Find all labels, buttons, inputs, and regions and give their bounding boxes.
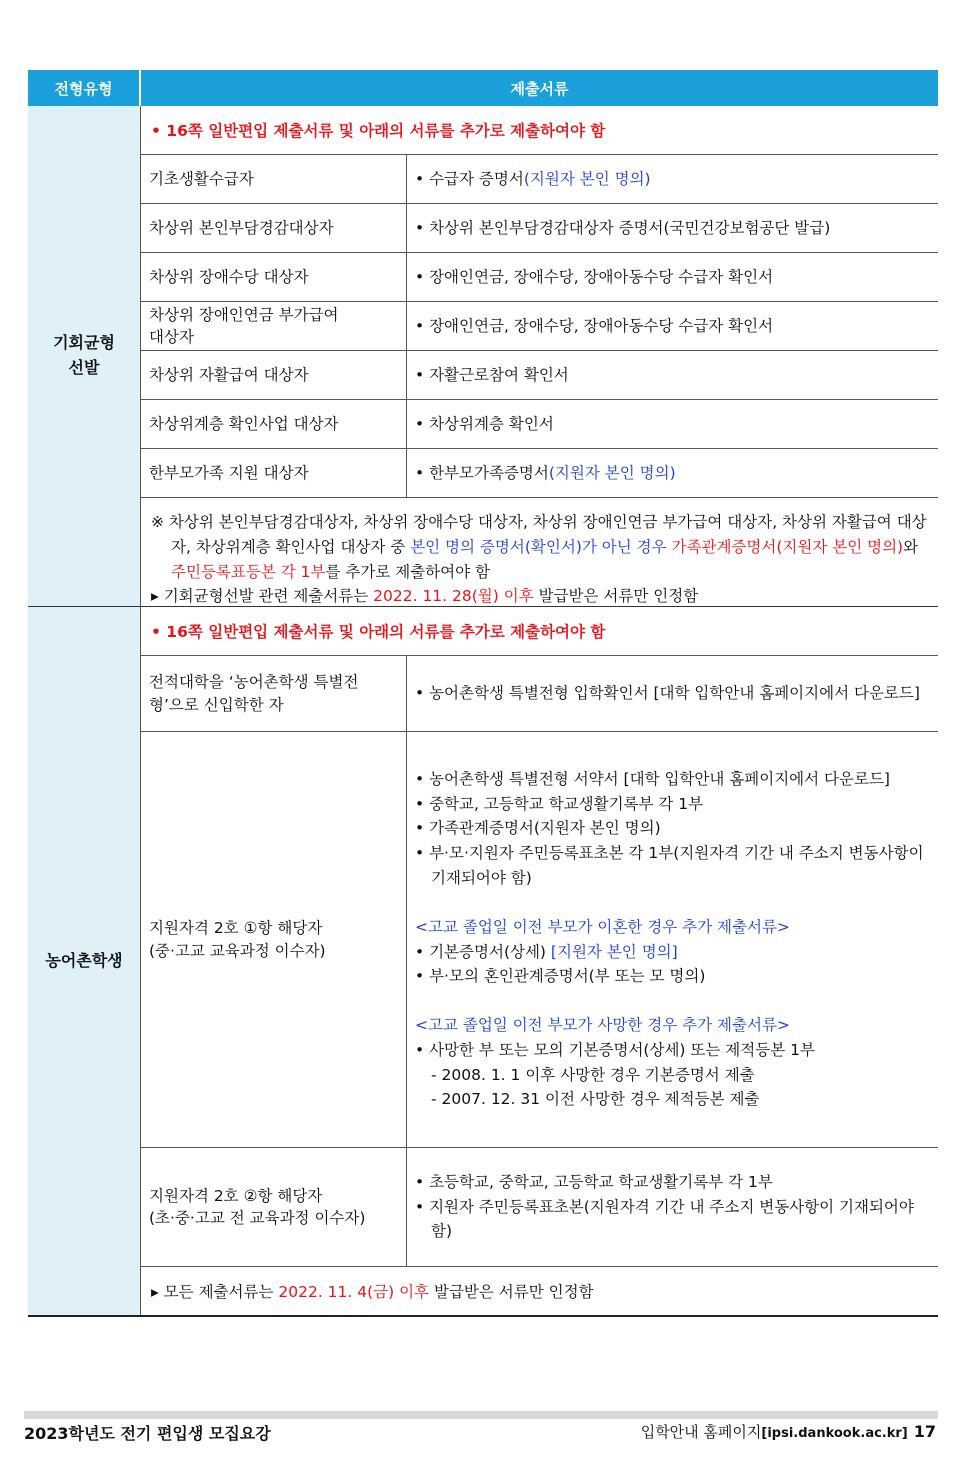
- death-heading: <고교 졸업일 이전 부모가 사망한 경우 추가 제출서류>: [415, 1016, 790, 1035]
- group-label: [28, 106, 141, 606]
- doc-item: • 농어촌학생 특별전형 서약서 [대학 입학안내 홈페이지에서 다운로드]: [415, 767, 930, 792]
- doc-item: • 가족관계증명서(지원자 본인 명의): [415, 816, 930, 841]
- footer-title: 2023학년도 전기 편입생 모집요강: [24, 1424, 271, 1443]
- row-documents: [407, 1148, 938, 1266]
- group-footnote: [141, 498, 938, 606]
- group-rural: [28, 607, 938, 1317]
- group-opportunity: [28, 106, 938, 607]
- footer-url: [ipsi.dankook.ac.kr]: [761, 1426, 908, 1441]
- row-document: • 차상위 본인부담경감대상자 증명서(국민건강보험공단 발급): [415, 216, 930, 241]
- divorce-heading: <고교 졸업일 이전 부모가 이혼한 경우 추가 제출서류>: [415, 917, 790, 936]
- row-document: • 한부모가족증명서(지원자 본인 명의): [415, 461, 930, 486]
- group-footnote: ▸ 모든 제출서류는 2022. 11. 4(금) 이후 발급받은 서류만 인정함: [151, 1283, 594, 1301]
- footer-divider: [24, 1411, 938, 1419]
- table-row: [141, 449, 938, 498]
- doc-item: • 기본증명서(상세) [지원자 본인 명의]: [415, 940, 930, 965]
- row-documents: [407, 732, 938, 1147]
- row-document: • 농어촌학생 특별전형 입학확인서 [대학 입학안내 홈페이지에서 다운로드]: [415, 681, 930, 706]
- table-header: [28, 70, 938, 106]
- row-document: • 장애인연금, 장애수당, 장애아동수당 수급자 확인서: [415, 265, 930, 290]
- row-document: • 자활근로참여 확인서: [415, 363, 930, 388]
- row-type: 차상위 자활급여 대상자: [141, 351, 407, 399]
- row-document: • 수급자 증명서(지원자 본인 명의): [415, 167, 930, 192]
- footnote-text: ※ 차상위 본인부담경감대상자, 차상위 장애수당 대상자, 차상위 장애인연금 부가급여 대상자, 차상위 자활급여 대상자, 차상위계층 확인사업 대상자 중 본인 명의 증명서(확인서)가 아닌 경우 가족관계증명서(지원자 본인 명의)와 주민등록표등본 각 1부를 추가로 제출하여야 함: [151, 513, 927, 581]
- doc-item: • 부·모·지원자 주민등록표초본 각 1부(지원자격 기간 내 주소지 변동사항이 기재되어야 함): [415, 841, 930, 891]
- row-type: 차상위계층 확인사업 대상자: [141, 400, 407, 448]
- row-type: 전적대학을 ‘농어촌학생 특별전형’으로 신입학한 자: [141, 656, 407, 731]
- row-type: 차상위 장애수당 대상자: [141, 253, 407, 301]
- table-row: [141, 656, 938, 732]
- doc-item: • 사망한 부 또는 모의 기본증명서(상세) 또는 제적등본 1부: [415, 1038, 930, 1063]
- table-row: [141, 400, 938, 449]
- doc-subitem: - 2008. 1. 1 이후 사망한 경우 기본증명서 제출: [431, 1065, 755, 1084]
- table-row: [141, 351, 938, 400]
- doc-item: • 지원자 주민등록표초본(지원자격 기간 내 주소지 변동사항이 기재되어야 함): [415, 1195, 930, 1245]
- row-type: 지원자격 2호 ①항 해당자 (중·고교 교육과정 이수자): [141, 732, 407, 1147]
- footer-site-label: 입학안내 홈페이지: [640, 1423, 762, 1441]
- header-documents: 제출서류: [510, 79, 569, 98]
- table-row: [141, 1148, 938, 1267]
- footnote-date: ▸ 기회균형선발 관련 제출서류는 2022. 11. 28(월) 이후 발급받은 서류만 인정함: [151, 587, 699, 606]
- row-document: • 차상위계층 확인서: [415, 412, 930, 437]
- row-type: 기초생활수급자: [141, 155, 407, 203]
- table-row: [141, 253, 938, 302]
- group-label-line2: 선발: [68, 358, 100, 377]
- doc-item: • 부·모의 혼인관계증명서(부 또는 모 명의): [415, 964, 930, 989]
- row-type: 한부모가족 지원 대상자: [141, 449, 407, 497]
- group-note: • 16쪽 일반편입 제출서류 및 아래의 서류를 추가로 제출하여야 함: [141, 607, 938, 656]
- row-type: 지원자격 2호 ②항 해당자 (초·중·고교 전 교육과정 이수자): [141, 1148, 407, 1266]
- doc-item: • 초등학교, 중학교, 고등학교 학교생활기록부 각 1부: [415, 1170, 930, 1195]
- table-row: [141, 155, 938, 204]
- doc-subitem: - 2007. 12. 31 이전 사망한 경우 제적등본 제출: [431, 1090, 760, 1109]
- table-row: [141, 732, 938, 1148]
- group-label-line1: 기회균형: [53, 333, 115, 353]
- page-number: 17: [913, 1422, 936, 1441]
- header-type: 전형유형: [28, 70, 141, 106]
- table-row: [141, 204, 938, 253]
- doc-item: • 중학교, 고등학교 학교생활기록부 각 1부: [415, 792, 930, 817]
- footer-right: [641, 1421, 936, 1442]
- submission-table: [28, 70, 938, 1317]
- row-document: • 장애인연금, 장애수당, 장애아동수당 수급자 확인서: [415, 314, 930, 339]
- group-note: • 16쪽 일반편입 제출서류 및 아래의 서류를 추가로 제출하여야 함: [141, 106, 938, 155]
- table-row: [141, 302, 938, 351]
- row-type: 차상위 본인부담경감대상자: [141, 204, 407, 252]
- row-type: 차상위 장애인연금 부가급여 대상자: [141, 302, 407, 350]
- group-label: 농어촌학생: [28, 607, 141, 1315]
